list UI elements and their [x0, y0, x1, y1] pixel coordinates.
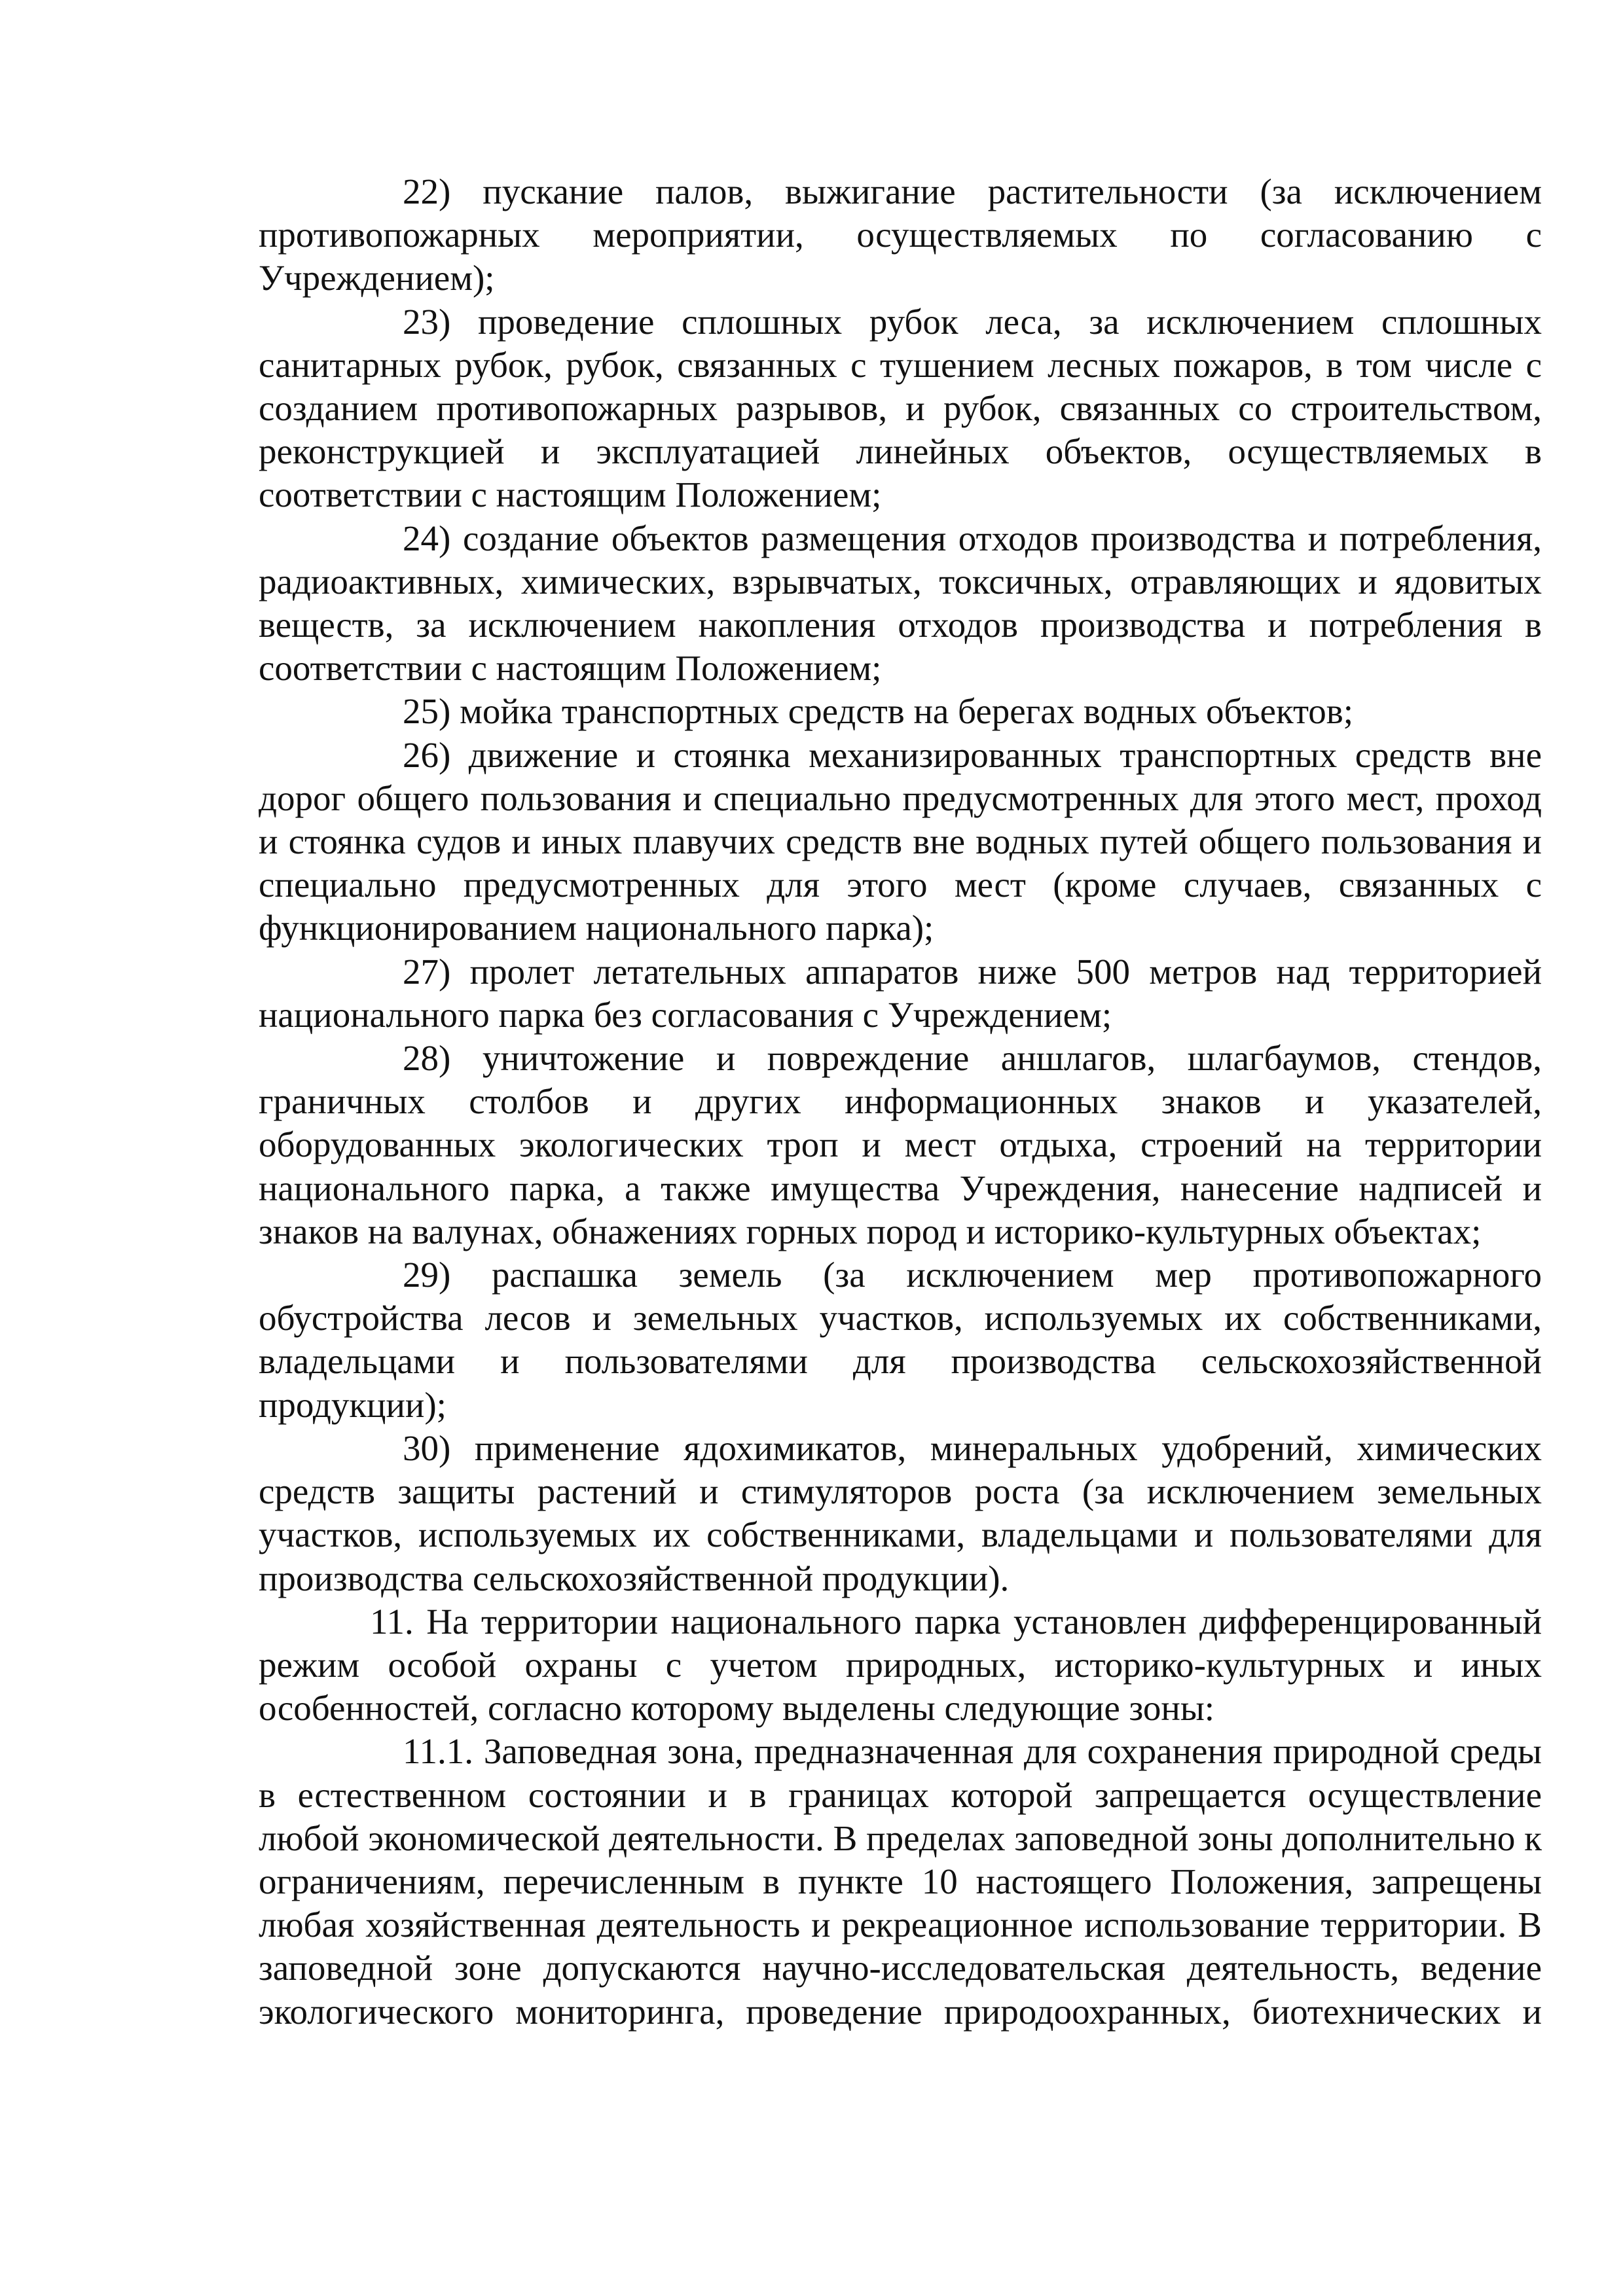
- list-item-27: [259, 950, 1542, 1037]
- item-text: распашка земель (за исключением мер противопожарного обустройства лесов и земельных участков, используемых их собственниками, владельцами и пользователями для производства сельскохозяйственной продукции);: [259, 1255, 1542, 1425]
- item-text: движение и стоянка механизированных транспортных средств вне дорог общего пользования и специально предусмотренных для этого мест, проход и стоянка судов и иных плавучих средств вне водных путей общего пользования и специально предусмотренных для этого мест (кроме случаев, связанных с функционированием национального парка);: [259, 734, 1542, 948]
- section-11: [259, 1600, 1542, 1731]
- section-number: 11.1.: [403, 1731, 473, 1772]
- item-number: 25): [403, 691, 451, 732]
- list-item-23: [259, 300, 1542, 517]
- section-11-1: [259, 1730, 1542, 2033]
- item-number: 26): [403, 734, 451, 775]
- section-text: Заповедная зона, предназначенная для сохранения природной среды в естественном состоянии и в границах которой запрещается осуществление любой экономической деятельности. В пределах заповедной зоны дополнительно к ограничениям, перечисленным в пункте 10 настоящего Положения, запрещены любая хозяйственная деятельность и рекреационное использование территории. В заповедной зоне допускаются научно-исследовательская деятельность, ведение экологического мониторинга, проведение природоохранных, биотехнических и: [259, 1731, 1542, 2032]
- list-item-26: [259, 734, 1542, 950]
- item-text: создание объектов размещения отходов производства и потребления, радиоактивных, химических, взрывчатых, токсичных, отравляющих и ядовитых веществ, за исключением накопления отходов производства и потребления в соответствии с настоящим Положением;: [259, 518, 1542, 689]
- list-item-22: [259, 170, 1542, 300]
- item-number: 30): [403, 1427, 451, 1468]
- item-number: 28): [403, 1038, 451, 1079]
- section-number: 11.: [370, 1601, 414, 1641]
- item-text: пускание палов, выжигание растительности (за исключением противопожарных мероприятии, осуществляемых по согласованию с Учреждением);: [259, 171, 1542, 298]
- item-text: уничтожение и повреждение аншлагов, шлагбаумов, стендов, граничных столбов и других информационных знаков и указателей, оборудованных экологических троп и мест отдыха, строений на территории национального парка, а также имущества Учреждения, нанесение надписей и знаков на валунах, обнажениях горных пород и историко-культурных объектах;: [259, 1038, 1542, 1251]
- item-number: 23): [403, 301, 451, 342]
- item-text: пролет летательных аппаратов ниже 500 метров над территорией национального парка без согласования с Учреждением;: [259, 951, 1542, 1035]
- document-body: [259, 170, 1542, 2034]
- item-number: 22): [403, 171, 451, 211]
- item-text: применение ядохимикатов, минеральных удобрений, химических средств защиты растений и стимуляторов роста (за исключением земельных участков, используемых их собственниками, владельцами и пользователями для производства сельскохозяйственной продукции).: [259, 1427, 1542, 1598]
- section-text: На территории национального парка установлен дифференцированный режим особой охраны с учетом природных, историко-культурных и иных особенностей, согласно которому выделены следующие зоны:: [259, 1601, 1542, 1729]
- item-text: проведение сплошных рубок леса, за исключением сплошных санитарных рубок, рубок, связанных с тушением лесных пожаров, в том числе с созданием противопожарных разрывов, и рубок, связанных со строительством, реконструкцией и эксплуатацией линейных объектов, осуществляемых в соответствии с настоящим Положением;: [259, 301, 1542, 515]
- item-number: 27): [403, 951, 451, 992]
- list-item-28: [259, 1037, 1542, 1253]
- item-number: 29): [403, 1255, 451, 1295]
- list-item-24: [259, 517, 1542, 691]
- list-item-29: [259, 1253, 1542, 1427]
- list-item-25: [259, 690, 1542, 733]
- list-item-30: [259, 1427, 1542, 1600]
- item-number: 24): [403, 518, 451, 558]
- item-text: мойка транспортных средств на берегах водных объектов;: [460, 691, 1354, 732]
